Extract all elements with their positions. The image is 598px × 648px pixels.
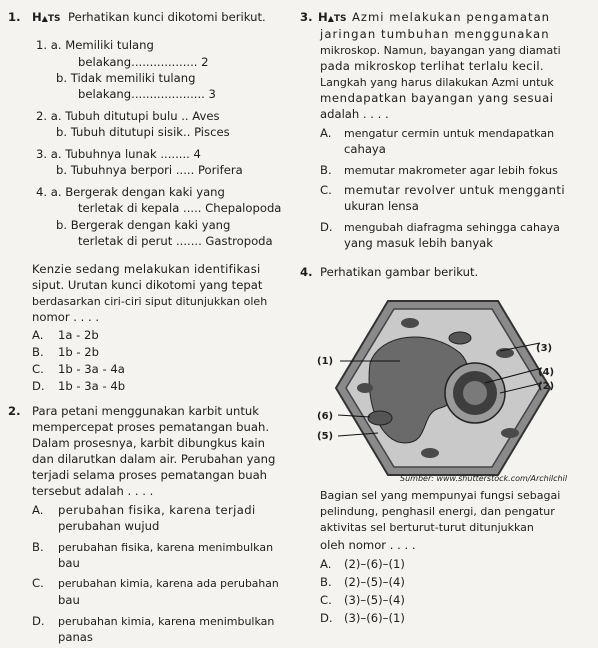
option-label[interactable]: D. (32, 379, 45, 393)
q2-stem-line: Dalam prosesnya, karbit dibungkus kain (32, 436, 266, 450)
key-line: terletak di kepala ..... Chepalopoda (78, 201, 282, 215)
figure-source: Sumber: www.shutterstock.com/Archilchil (400, 474, 568, 483)
key-line: 4. a. Bergerak dengan kaki yang (36, 185, 225, 199)
chloroplast (357, 383, 373, 393)
q2-stem-line: dan dilarutkan dalam air. Perubahan yang (32, 452, 276, 466)
option-text: bau (58, 593, 80, 607)
option-text: perubahan wujud (58, 519, 160, 533)
q2-number: 2. (8, 404, 21, 418)
chloroplast (501, 428, 519, 438)
option-label[interactable]: B. (320, 163, 332, 177)
q3-number: 3. (300, 10, 313, 24)
q3-stem-line: Langkah yang harus dilakukan Azmi untuk (320, 76, 554, 89)
q3-stem-line: Azmi melakukan pengamatan (352, 10, 551, 24)
option-text: ukuran lensa (344, 199, 419, 213)
option-text: mengubah diafragma sehingga cahaya (344, 221, 560, 234)
hots-icon: H▲TS (32, 10, 61, 24)
option-text: panas (58, 630, 93, 644)
option-text: (3)–(6)–(1) (344, 611, 405, 625)
nucleolus (463, 381, 487, 405)
option-text: memutar revolver untuk mengganti (344, 183, 565, 197)
option-label[interactable]: B. (32, 540, 44, 554)
q4-question-line: Bagian sel yang mempunyai fungsi sebagai (320, 489, 561, 502)
q3-stem-line: pada mikroskop terlihat terlalu kecil. (320, 59, 544, 73)
option-text: 1a - 2b (58, 328, 99, 342)
figure-label: (1) (317, 356, 334, 367)
option-label[interactable]: C. (32, 576, 44, 590)
key-line: 1. a. Memiliki tulang (36, 38, 154, 52)
option-text: perubahan fisika, karena menimbulkan (58, 541, 274, 554)
option-text: (3)–(5)–(4) (344, 593, 405, 607)
q4-question-line: aktivitas sel berturut-turut ditunjukkan (320, 521, 534, 534)
option-label[interactable]: A. (320, 126, 332, 140)
figure-label: (4) (538, 367, 555, 378)
chloroplast (421, 448, 439, 458)
option-text: 1b - 3a - 4a (58, 362, 125, 376)
figure-label: (6) (317, 411, 334, 422)
key-line: b. Tubuh ditutupi sisik.. Pisces (56, 125, 230, 139)
key-line: 2. a. Tubuh ditutupi bulu .. Aves (36, 109, 220, 123)
key-line: terletak di perut ....... Gastropoda (78, 234, 273, 248)
q2-stem-line: tersebut adalah . . . . (32, 484, 154, 498)
figure-label: (5) (317, 431, 334, 442)
option-label[interactable]: B. (320, 575, 332, 589)
key-line: belakang.................... 3 (78, 87, 216, 101)
option-text: perubahan kimia, karena menimbulkan (58, 615, 275, 628)
option-text: yang masuk lebih banyak (344, 236, 494, 250)
key-line: 3. a. Tubuhnya lunak ........ 4 (36, 147, 201, 161)
q2-stem-line: Para petani menggunakan karbit untuk (32, 404, 259, 418)
scenario-line: berdasarkan ciri-ciri siput ditunjukkan oleh (32, 295, 268, 308)
option-text: mengatur cermin untuk mendapatkan (344, 127, 555, 140)
option-label[interactable]: D. (32, 614, 45, 628)
key-line: belakang.................. 2 (78, 55, 209, 69)
option-label[interactable]: C. (32, 362, 44, 376)
figure-label: (2) (538, 381, 555, 392)
option-text: 1b - 2b (58, 345, 100, 359)
q1-number: 1. (8, 10, 21, 24)
option-label[interactable]: C. (320, 593, 332, 607)
option-label[interactable]: D. (320, 611, 333, 625)
option-text: (2)–(5)–(4) (344, 575, 405, 589)
option-label[interactable]: D. (320, 220, 333, 234)
chloroplast (401, 318, 419, 328)
q3-stem-line: adalah . . . . (320, 107, 389, 121)
q4-stem: Perhatikan gambar berikut. (320, 265, 479, 279)
mitochondrion (368, 411, 392, 425)
option-text: perubahan fisika, karena terjadi (58, 503, 256, 517)
option-text: cahaya (344, 142, 386, 156)
q3-stem-line: mikroskop. Namun, bayangan yang diamati (320, 44, 561, 57)
q4-question-line: oleh nomor . . . . (320, 538, 416, 552)
q4-question-line: pelindung, penghasil energi, dan pengatur (320, 505, 555, 518)
scenario-line: Kenzie sedang melakukan identifikasi (32, 262, 261, 276)
key-line: b. Tidak memiliki tulang (56, 71, 196, 85)
option-label[interactable]: B. (32, 345, 44, 359)
hots-icon: H▲TS (318, 10, 347, 24)
option-text: (2)–(6)–(1) (344, 557, 405, 571)
option-label[interactable]: A. (32, 503, 44, 517)
option-label[interactable]: A. (32, 328, 44, 342)
q3-stem-line: mendapatkan bayangan yang sesuai (320, 91, 554, 105)
q2-stem-line: mempercepat proses pematangan buah. (32, 420, 270, 434)
q3-stem-line: jaringan tumbuhan menggunakan (320, 27, 550, 41)
mitochondrion (449, 332, 471, 344)
q4-number: 4. (300, 265, 313, 279)
option-text: memutar makrometer agar lebih fokus (344, 164, 558, 177)
option-text: 1b - 3a - 4b (58, 379, 126, 393)
figure-label: (3) (536, 343, 553, 354)
option-text: perubahan kimia, karena ada perubahan (58, 577, 279, 590)
option-label[interactable]: A. (320, 557, 332, 571)
scenario-line: nomor . . . . (32, 310, 100, 324)
key-line: b. Tubuhnya berpori ..... Porifera (56, 163, 243, 177)
option-label[interactable]: C. (320, 183, 332, 197)
q1-stem: Perhatikan kunci dikotomi berikut. (68, 10, 266, 24)
option-text: bau (58, 556, 80, 570)
scenario-line: siput. Urutan kunci dikotomi yang tepat (32, 278, 263, 292)
q2-stem-line: terjadi selama proses pematangan buah (32, 468, 268, 482)
key-line: b. Bergerak dengan kaki yang (56, 218, 231, 232)
